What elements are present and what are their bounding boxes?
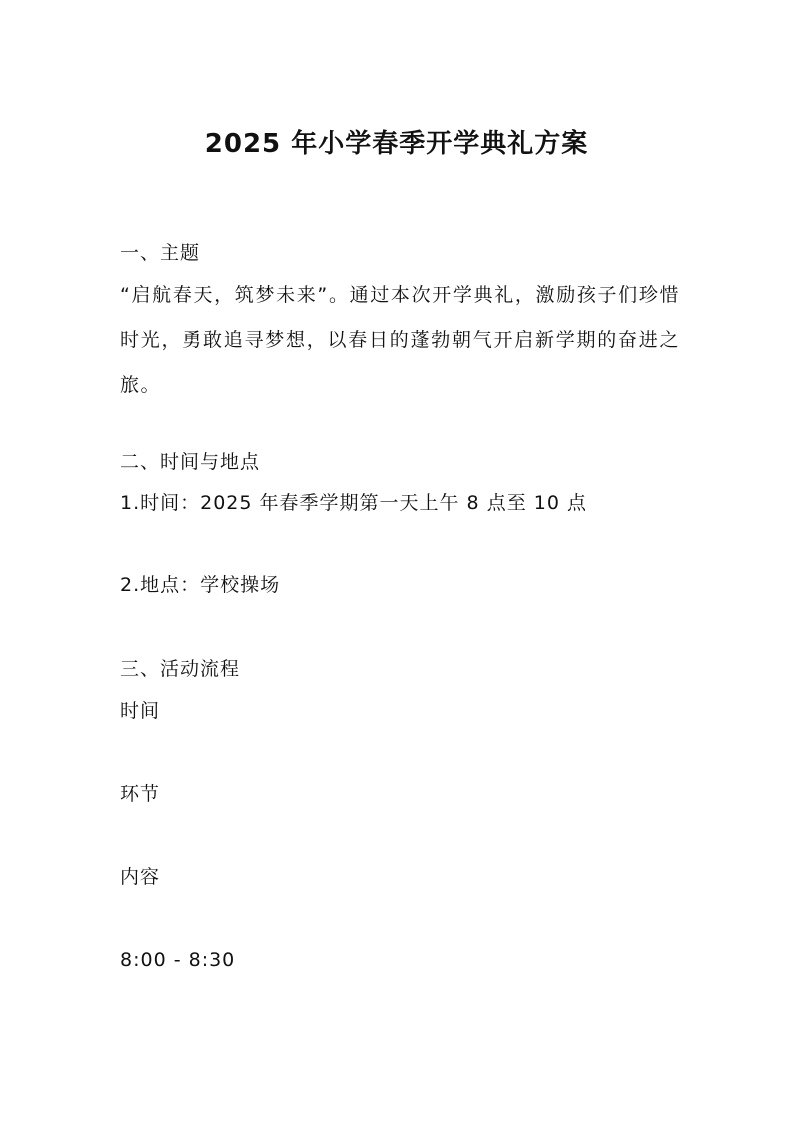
table-cell-time-1: 8:00 - 8:30 [120,949,236,971]
table-header-content: 内容 [120,866,161,888]
table-header-time: 时间 [120,700,161,722]
section-heading-process: 三、活动流程 [120,658,241,680]
time-line: 1.时间：2025 年春季学期第一天上午 8 点至 10 点 [120,492,587,514]
theme-paragraph: “启航春天，筑梦未来”。通过本次开学典礼，激励孩子们珍惜时光，勇敢追寻梦想，以春日的蓬勃朝气开启新学期的奋进之旅。 [120,284,680,396]
table-header-stage: 环节 [120,783,161,805]
section-heading-theme: 一、主题 [120,242,201,264]
document-title: 2025 年小学春季开学典礼方案 [204,129,589,159]
place-line: 2.地点：学校操场 [120,574,281,596]
section-heading-time-place: 二、时间与地点 [120,451,261,473]
